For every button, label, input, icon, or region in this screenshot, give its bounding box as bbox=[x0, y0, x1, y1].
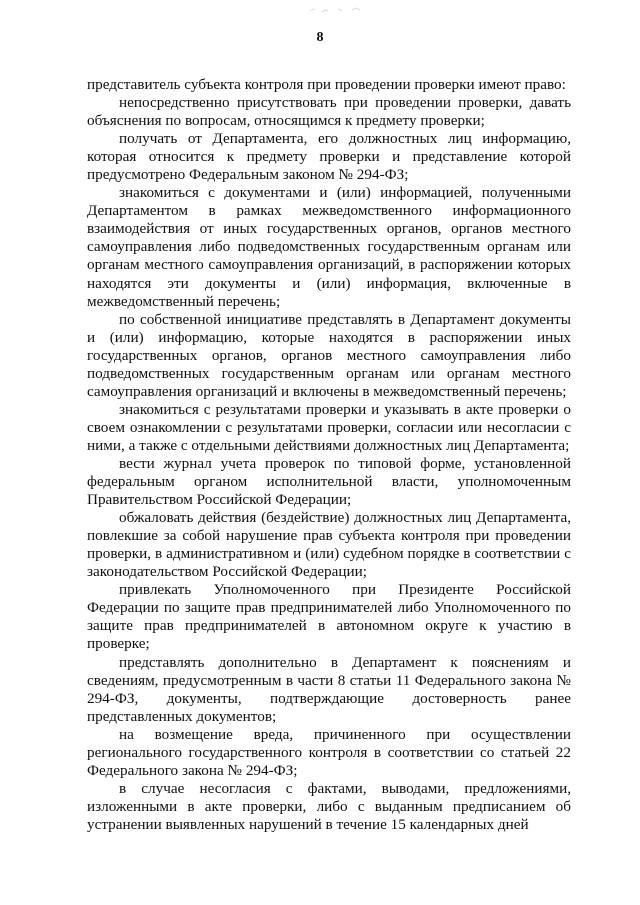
document-body bbox=[87, 76, 571, 834]
paragraph: представлять дополнительно в Департамент к пояснениям и сведениям, предусмотренным в части 8 статьи 11 Федерального закона № 294-ФЗ, документы, подтверждающие достоверность ранее представленных документов; bbox=[87, 653, 571, 725]
paragraph: привлекать Уполномоченного при Президенте Российской Федерации по защите прав предпринимателей либо Уполномоченного по защите прав предпринимателей в автономном округе к участию в проверке; bbox=[87, 581, 571, 653]
paragraph: в случае несогласия с фактами, выводами, предложениями, изложенными в акте проверки, либо с выданным предписанием об устранении выявленных нарушений в течение 15 календарных дней bbox=[87, 779, 571, 833]
scan-artifact bbox=[308, 6, 364, 14]
paragraph: по собственной инициативе представлять в Департамент документы и (или) информацию, которые находятся в распоряжении иных государственных органов, органов местного самоуправления либо подведомственных государственным органам или органам местного самоуправления организаций и включены в межведомственный перечень; bbox=[87, 310, 571, 400]
paragraph: представитель субъекта контроля при проведении проверки имеют право: bbox=[87, 76, 566, 93]
paragraph: вести журнал учета проверок по типовой форме, установленной федеральным органом исполнительной власти, уполномоченным Правительством Российской Федерации; bbox=[87, 454, 571, 509]
paragraph: на возмещение вреда, причиненного при осуществлении регионального государственного контроля в соответствии со статьей 22 Федерального закона № 294-ФЗ; bbox=[87, 725, 571, 779]
paragraph: знакомиться с документами и (или) информацией, полученными Департаментом в рамках межведомственного информационного взаимодействия от иных государственных органов, органов местного самоуправления либо подведомственных государственным органам или органам местного самоуправления организаций, в распоряжении которых находятся эти документы и (или) информация, включенные в межведомственный перечень; bbox=[87, 184, 571, 310]
paragraph: обжаловать действия (бездействие) должностных лиц Департамента, повлекшие за собой нарушение прав субъекта контроля при проведении проверки, в административном и (или) судебном порядке в соответствии с законодательством Российской Федерации; bbox=[87, 509, 571, 581]
paragraph: знакомиться с результатами проверки и указывать в акте проверки о своем ознакомлении с результатами проверки, согласии или несогласии с ними, а также с отдельными действиями должностных лиц Департамента; bbox=[87, 400, 571, 454]
paragraph: непосредственно присутствовать при проведении проверки, давать объяснения по вопросам, относящимся к предмету проверки; bbox=[87, 94, 571, 130]
paragraph: получать от Департамента, его должностных лиц информацию, которая относится к предмету проверки и представление которой предусмотрено Федеральным законом № 294-ФЗ; bbox=[87, 130, 571, 184]
page-number: 8 bbox=[316, 30, 324, 45]
